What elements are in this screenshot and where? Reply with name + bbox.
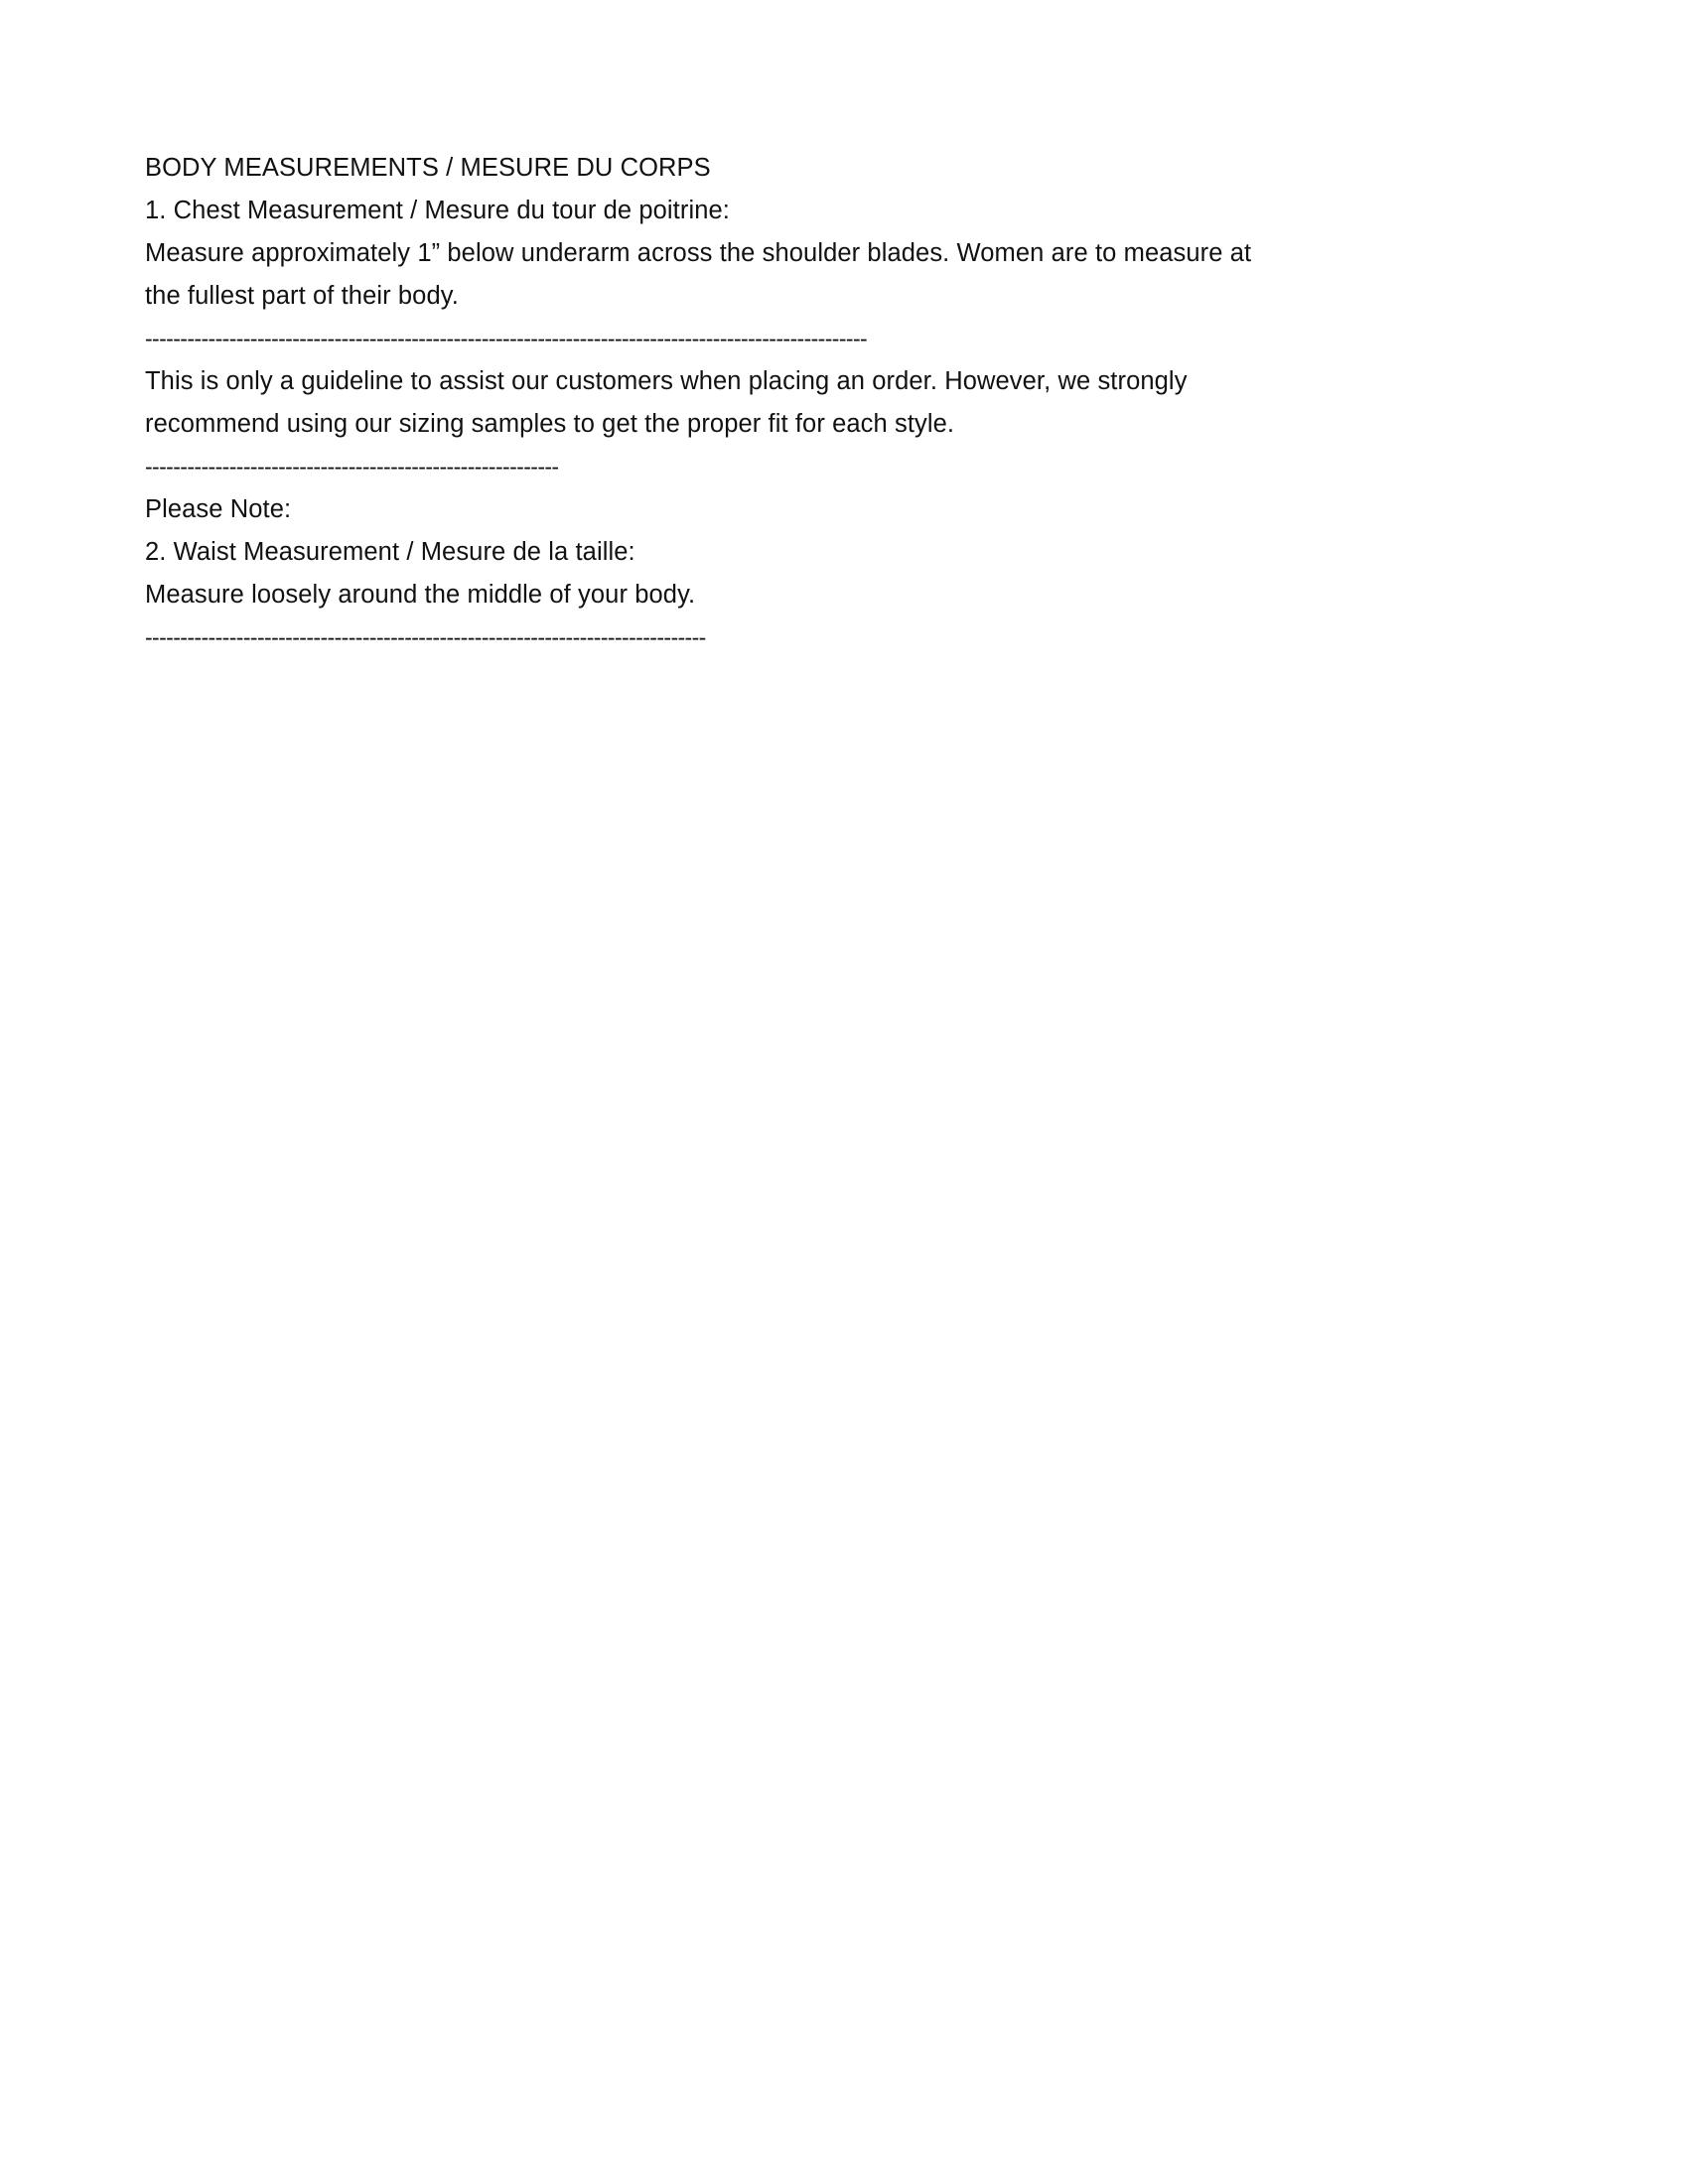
divider-3: --------------------------------------------------------------------------------: [145, 624, 706, 650]
divider-2: -----------------------------------------------------------: [145, 454, 559, 479]
waist-measurement-instruction: Measure loosely around the middle of your body.: [145, 581, 696, 609]
document-body: [145, 147, 1456, 659]
waist-measurement-heading: 2. Waist Measurement / Mesure de la taille:: [145, 538, 635, 566]
document-heading: BODY MEASUREMENTS / MESURE DU CORPS: [145, 154, 711, 182]
guideline-note: This is only a guideline to assist our customers when placing an order. However, we strongly recommend using our sizing samples to get the proper fit for each style.: [145, 367, 1188, 438]
please-note-label: Please Note:: [145, 495, 292, 523]
chest-measurement-heading: 1. Chest Measurement / Mesure du tour de poitrine:: [145, 197, 730, 224]
chest-measurement-instruction: Measure approximately 1” below underarm across the shoulder blades. Women are to measure at the fullest part of their body.: [145, 239, 1252, 310]
divider-1: -------------------------------------------------------------------------------------------------------: [145, 326, 868, 351]
